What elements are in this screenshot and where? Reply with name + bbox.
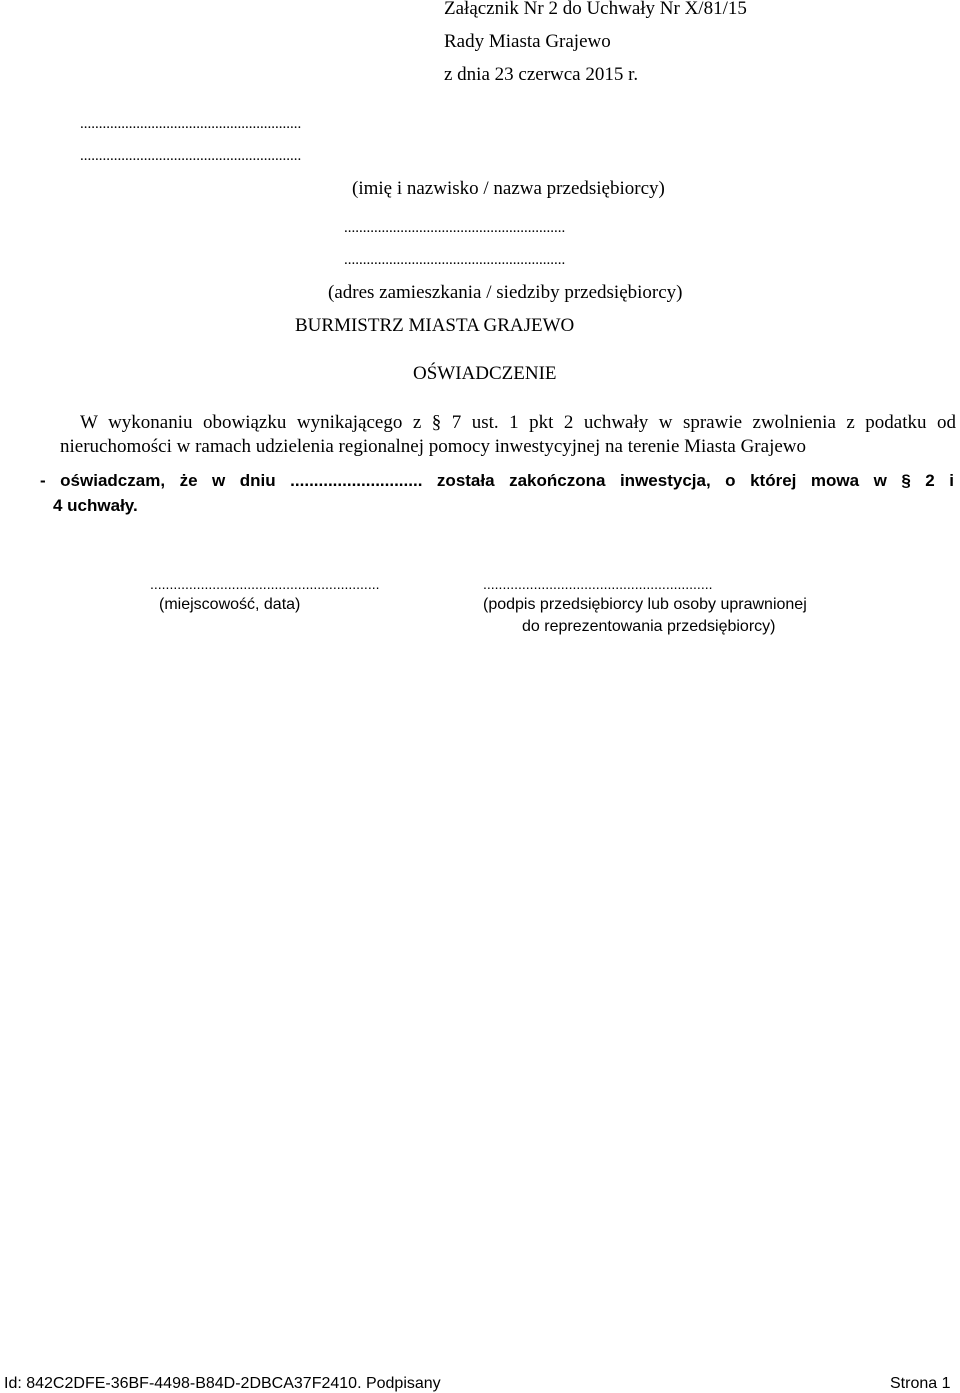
place-date-caption: (miejscowość, data) bbox=[159, 596, 301, 613]
place-date-dots: ........................................................... bbox=[150, 576, 380, 592]
document-title: OŚWIADCZENIE bbox=[413, 363, 557, 384]
address-caption: (adres zamieszkania / siedziby przedsiębiorcy) bbox=[328, 282, 683, 303]
footer-page-number: Strona 1 bbox=[890, 1375, 951, 1392]
declaration-line-1: - oświadczam, że w dniu ............................ została zakończona inwestycja, o której mowa w § 2 i bbox=[40, 471, 954, 490]
name-caption: (imię i nazwisko / nazwa przedsiębiorcy) bbox=[352, 178, 665, 199]
declaration-line-2: 4 uchwały. bbox=[53, 496, 138, 515]
signature-dots: ........................................................... bbox=[483, 576, 713, 592]
footer-id: Id: 842C2DFE-36BF-4498-B84D-2DBCA37F2410. Podpisany bbox=[4, 1375, 441, 1392]
address-dots-1: ........................................................... bbox=[344, 220, 566, 236]
addressee: BURMISTRZ MIASTA GRAJEWO bbox=[295, 315, 575, 336]
name-dots-2: ........................................................... bbox=[80, 148, 302, 164]
signature-caption-1: (podpis przedsiębiorcy lub osoby uprawnionej bbox=[483, 596, 807, 613]
body-line-2: nieruchomości w ramach udzielenia regionalnej pomocy inwestycyjnej na terenie Miasta Grajewo bbox=[60, 436, 807, 457]
body-line-1: W wykonaniu obowiązku wynikającego z § 7 ust. 1 pkt 2 uchwały w sprawie zwolnienia z podatku od bbox=[80, 412, 956, 433]
date-line: z dnia 23 czerwca 2015 r. bbox=[444, 64, 639, 85]
council-line: Rady Miasta Grajewo bbox=[444, 31, 611, 52]
attachment-line: Załącznik Nr 2 do Uchwały Nr X/81/15 bbox=[444, 0, 747, 19]
signature-caption-2: do reprezentowania przedsiębiorcy) bbox=[522, 618, 776, 635]
name-dots-1: ........................................................... bbox=[80, 116, 302, 132]
address-dots-2: ........................................................... bbox=[344, 252, 566, 268]
